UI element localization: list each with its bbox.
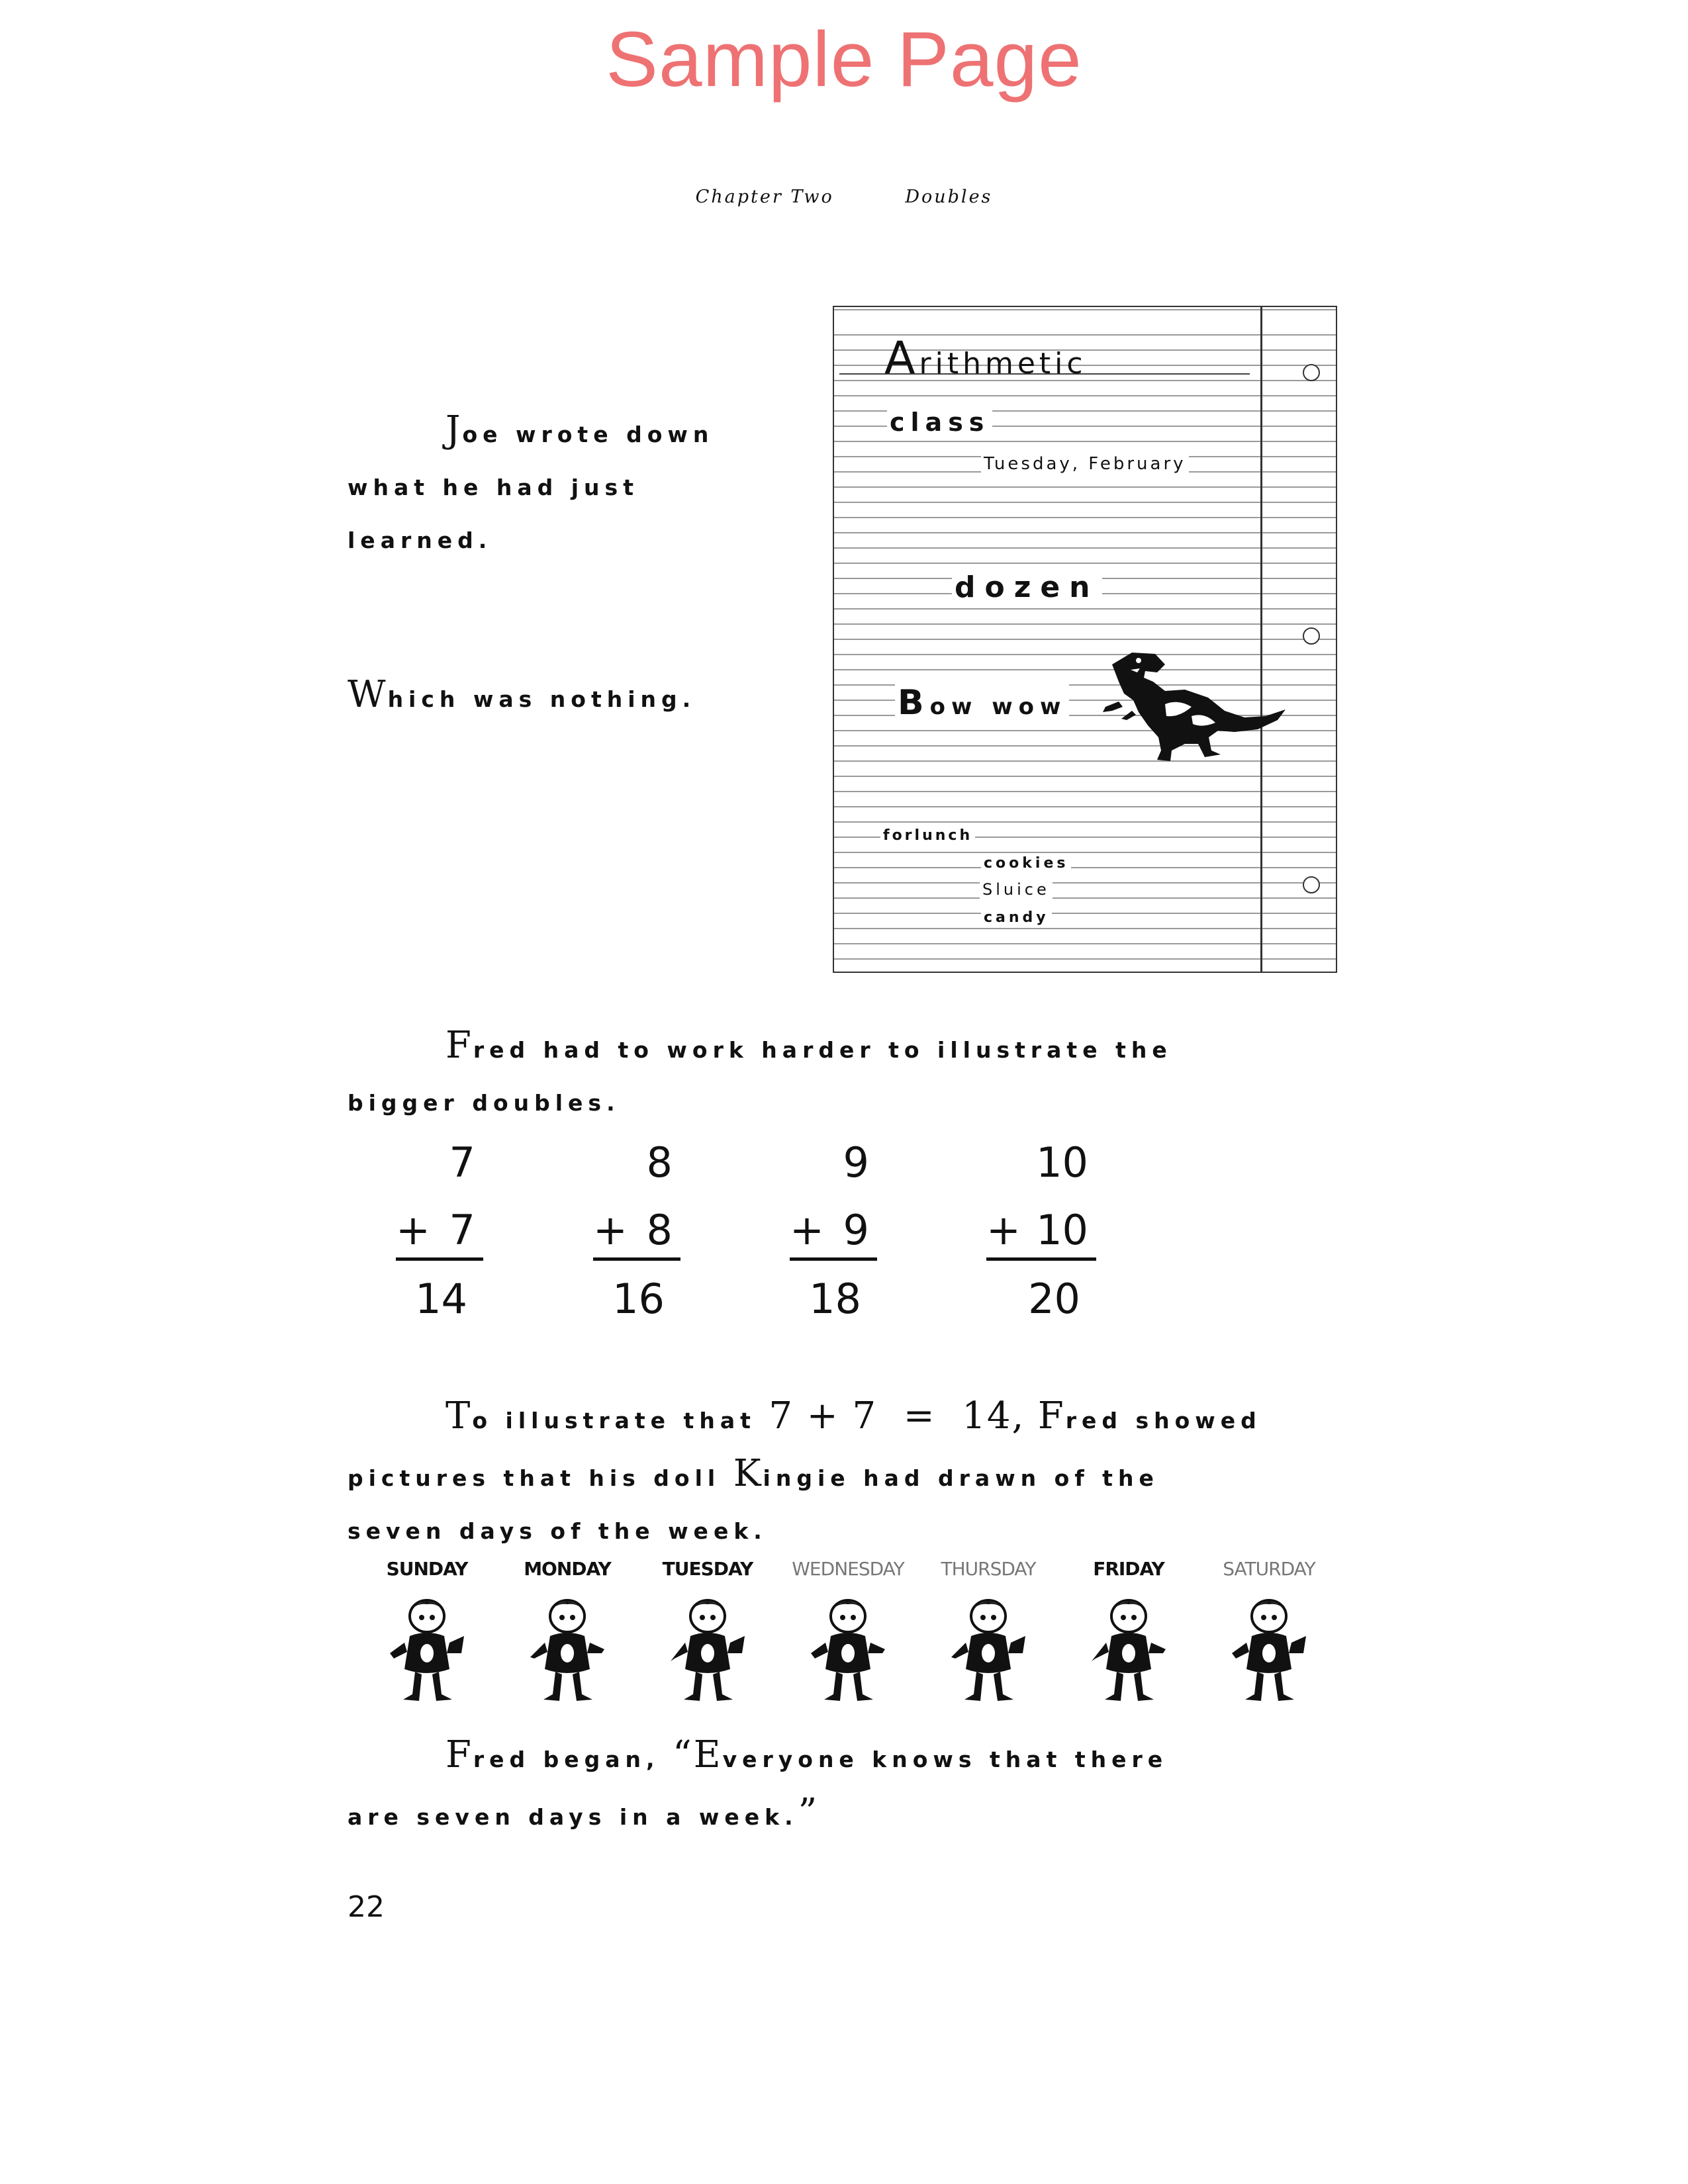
- dinosaur-icon: [1092, 638, 1291, 770]
- notebook-dozen: dozen: [952, 570, 1102, 604]
- day-figure-wednesday: [788, 1557, 908, 1715]
- addend-bottom-line: [790, 1206, 869, 1254]
- notebook-date: Tuesday, February: [981, 454, 1189, 474]
- binder-hole-icon: [1303, 627, 1320, 645]
- addend-bottom: 10: [1036, 1206, 1088, 1254]
- binder-hole-icon: [1303, 876, 1320, 893]
- paragraph-line: pictures that his doll Kingie had drawn of the: [348, 1452, 1159, 1495]
- addend-top: 7: [449, 1138, 475, 1187]
- paragraph-nothing: [348, 668, 811, 726]
- notebook-for-lunch: forlunch: [880, 827, 975, 844]
- addend-top: 8: [646, 1138, 673, 1187]
- page-number: 22: [348, 1890, 385, 1924]
- day-label: MONDAY: [524, 1558, 611, 1580]
- addend-bottom: 8: [646, 1206, 673, 1254]
- sum-rule: [790, 1257, 877, 1261]
- day-label: THURSDAY: [941, 1558, 1036, 1580]
- paragraph-illustrate: [348, 1390, 1340, 1558]
- notebook-bow-wow: Bow wow: [895, 683, 1069, 723]
- day-figure-monday: [508, 1557, 627, 1715]
- day-figure-thursday: [929, 1557, 1048, 1715]
- cartoon-figure-icon: [381, 1590, 473, 1709]
- addend-bottom: 7: [449, 1206, 475, 1254]
- day-figure-sunday: [367, 1557, 487, 1715]
- sum-value: 18: [809, 1275, 861, 1323]
- sum-rule: [986, 1257, 1096, 1261]
- day-figure-saturday: [1209, 1557, 1329, 1715]
- notebook-page-illustration: [833, 306, 1337, 973]
- sum-value: 16: [612, 1275, 665, 1323]
- sum-value: 20: [1028, 1275, 1080, 1323]
- addend-bottom-line: [986, 1206, 1088, 1254]
- notebook-cookies: cookies: [981, 855, 1071, 872]
- chapter-label: Chapter Two: [695, 187, 834, 207]
- day-label: SATURDAY: [1223, 1558, 1315, 1580]
- running-header: [0, 187, 1688, 207]
- plus-sign: +: [593, 1206, 628, 1254]
- addend-top: 9: [843, 1138, 869, 1187]
- paragraph-fred-began: [348, 1729, 1340, 1844]
- days-of-week-illustration: [367, 1557, 1340, 1715]
- addend-bottom: 9: [843, 1206, 869, 1254]
- cartoon-figure-icon: [1082, 1590, 1175, 1709]
- equation: 7 + 7 = 14,: [769, 1394, 1025, 1437]
- addend-bottom-line: [593, 1206, 673, 1254]
- notebook-title: Arithmetic: [884, 332, 1087, 385]
- cartoon-figure-icon: [1223, 1590, 1315, 1709]
- notebook-candy: candy: [981, 909, 1052, 926]
- addend-bottom-line: [396, 1206, 475, 1254]
- sum-value: 14: [415, 1275, 467, 1323]
- paragraph-line: what he had just: [348, 475, 639, 500]
- paragraph-line: Fred began, “Everyone knows that there: [445, 1733, 1168, 1776]
- notebook-juice: Sluice: [980, 880, 1053, 899]
- notebook-class: class: [887, 408, 992, 437]
- paragraph-line: Joe wrote down: [445, 408, 714, 451]
- sum-rule: [396, 1257, 483, 1261]
- cartoon-figure-icon: [521, 1590, 614, 1709]
- day-figure-tuesday: [648, 1557, 767, 1715]
- day-label: TUESDAY: [662, 1558, 753, 1580]
- paragraph-line: bigger doubles.: [348, 1090, 620, 1116]
- plus-sign: +: [986, 1206, 1021, 1254]
- day-label: WEDNESDAY: [792, 1558, 904, 1580]
- plus-sign: +: [396, 1206, 430, 1254]
- paragraph-fred-doubles: [348, 1019, 1340, 1130]
- sum-rule: [593, 1257, 680, 1261]
- binder-hole-icon: [1303, 364, 1320, 381]
- day-label: FRIDAY: [1093, 1558, 1164, 1580]
- day-label: SUNDAY: [386, 1558, 468, 1580]
- paragraph-line: learned.: [348, 527, 492, 553]
- paragraph-line: are seven days in a week.”: [348, 1791, 820, 1834]
- paragraph-line: Fred had to work harder to illustrate the: [445, 1024, 1172, 1067]
- paragraph-line: Which was nothing.: [348, 673, 696, 716]
- paragraph-line: To illustrate that 7 + 7 = 14, Fred showed: [445, 1394, 1262, 1437]
- cartoon-figure-icon: [942, 1590, 1035, 1709]
- day-figure-friday: [1069, 1557, 1188, 1715]
- cartoon-figure-icon: [661, 1590, 754, 1709]
- paragraph-line: seven days of the week.: [348, 1518, 767, 1544]
- addend-top: 10: [1036, 1138, 1088, 1187]
- sample-page-watermark: Sample Page: [606, 16, 1082, 103]
- section-label: Doubles: [905, 187, 993, 207]
- cartoon-figure-icon: [802, 1590, 894, 1709]
- paragraph-joe: [348, 404, 811, 567]
- plus-sign: +: [790, 1206, 824, 1254]
